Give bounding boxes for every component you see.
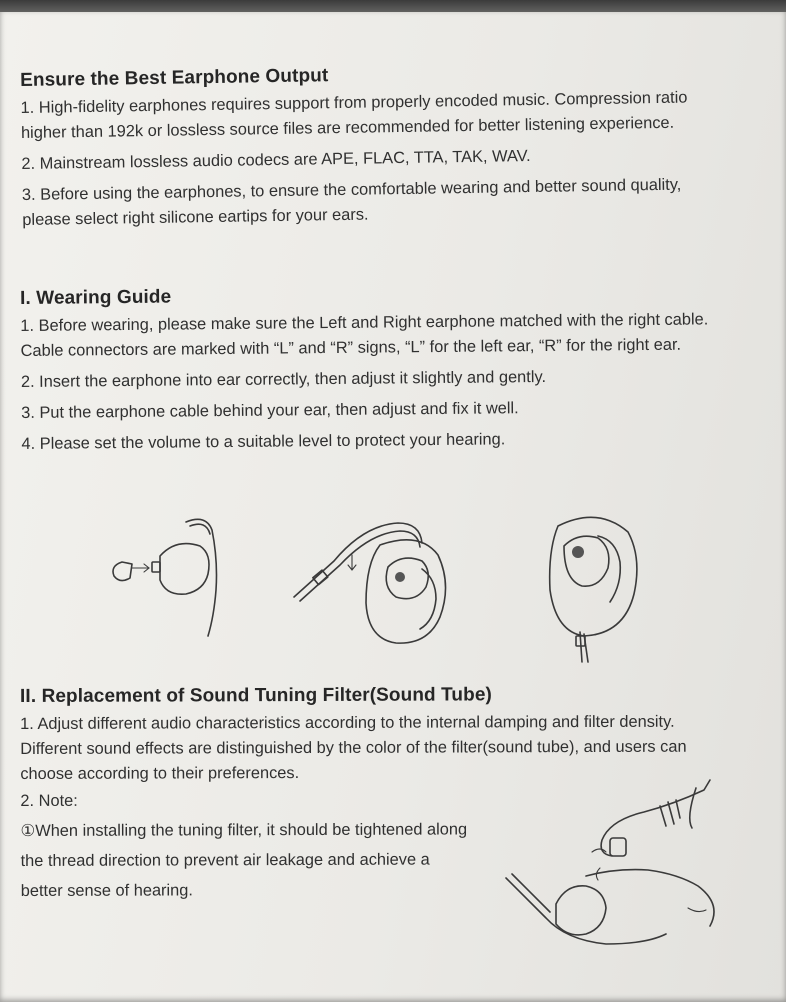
best-output-item-2: 2. Mainstream lossless audio codecs are APE, FLAC, TTA, TAK, WAV. (21, 146, 531, 173)
wearing-guide-item-4: 4. Please set the volume to a suitable level to protect your hearing. (21, 430, 506, 453)
wearing-guide-item-1: 1. Before wearing, please make sure the Left and Right earphone matched with the right cable. Cable connectors are marked with “L” and “R” signs, “L” for the left ear, “R” for the right ear. (20, 310, 709, 360)
wearing-guide-section (20, 281, 722, 456)
replacement-heading: II. Replacement of Sound Tuning Filter(Sound Tube) (20, 684, 492, 707)
best-output-item-3: 3. Before using the earphones, to ensure the comfortable wearing and better sound quality, please select right silicone eartips for your ears. (21, 175, 682, 229)
wearing-guide-item-2: 2. Insert the earphone into ear correctly, then adjust it slightly and gently. (20, 367, 547, 391)
ear-worn-icon (528, 506, 648, 676)
eartip-insertion-icon (100, 504, 250, 644)
wearing-guide-item-3: 3. Put the earphone cable behind your ear, then adjust and fix it well. (21, 399, 519, 422)
wearing-guide-heading: I. Wearing Guide (20, 286, 172, 309)
best-output-section (20, 59, 722, 233)
ear-wearing-icon (288, 509, 458, 649)
manual-page (0, 12, 786, 1002)
best-output-heading: Ensure the Best Earphone Output (20, 65, 329, 91)
replacement-note-1: ①When installing the tuning filter, it should be tightened along the thread direction to prevent air leakage and achieve a better sense of hearing. (20, 820, 468, 901)
replacement-item-1: 1. Adjust different audio characteristics according to the internal damping and filter density. Different sound effects are distinguished by the color of the filter(sound tube), and users can choose according to their preferences. (20, 712, 687, 783)
best-output-item-1: 1. High-fidelity earphones requires support from properly encoded music. Compression ratio higher than 192k or lossless source files are recommended for better listening experience. (20, 88, 688, 142)
replacement-item-2: 2. Note: (20, 791, 78, 810)
filter-installation-icon (500, 772, 730, 962)
